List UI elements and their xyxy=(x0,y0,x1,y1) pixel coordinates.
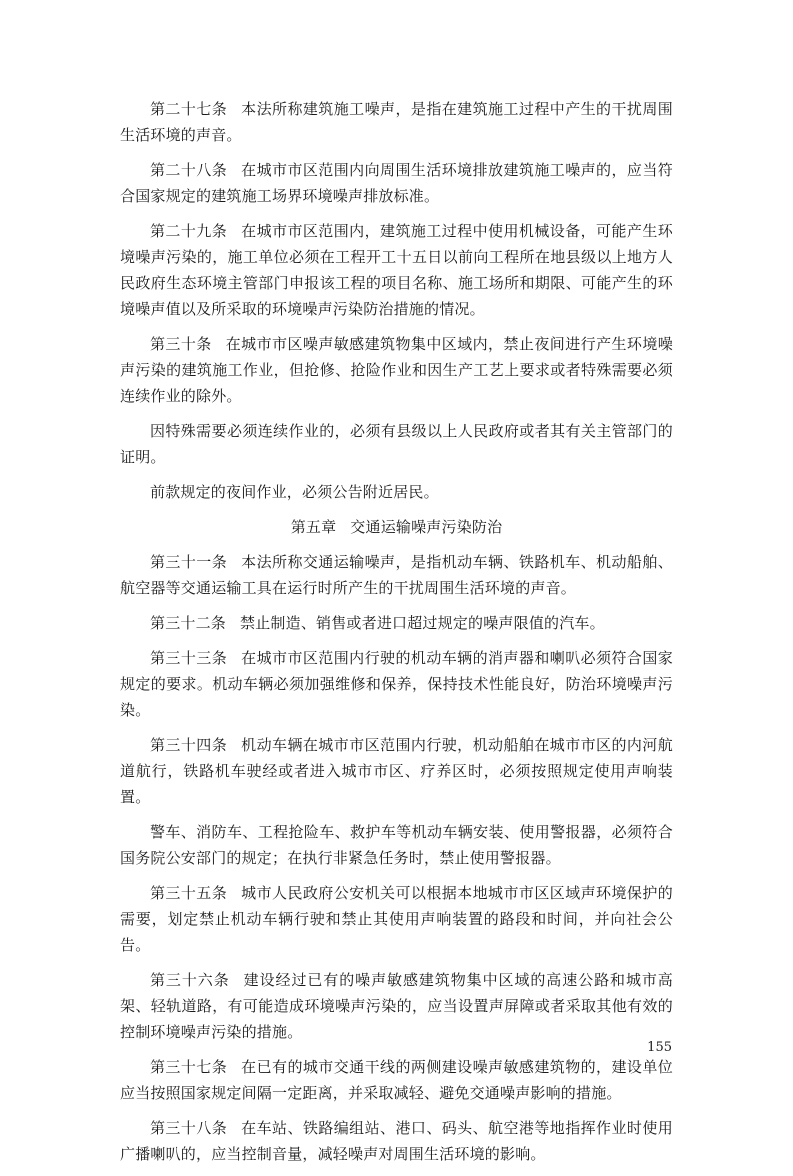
paragraph-text: 前款规定的夜间作业，必须公告附近居民。 xyxy=(150,483,439,501)
article-29 xyxy=(120,218,673,322)
article-30-para-2 xyxy=(120,418,673,470)
article-32 xyxy=(120,610,673,636)
article-30-para-3 xyxy=(120,479,673,505)
article-text: 机动车辆在城市市区范围内行驶，机动船舶在城市市区的内河航道航行，铁路机车驶经或者进入城市市区、疗养区时，必须按照规定使用声响装置。 xyxy=(120,736,673,806)
article-28 xyxy=(120,157,673,209)
article-33 xyxy=(120,645,673,723)
article-38 xyxy=(120,1115,673,1167)
article-text: 城市人民政府公安机关可以根据本地城市市区区域声环境保护的需要，划定禁止机动车辆行驶和禁止其使用声响装置的路段和时间，并向社会公告。 xyxy=(120,884,673,954)
article-text: 在已有的城市交通干线的两侧建设噪声敏感建筑物的，建设单位应当按照国家规定间隔一定距离，并采取减轻、避免交通噪声影响的措施。 xyxy=(120,1058,673,1102)
article-30 xyxy=(120,331,673,409)
article-label: 第三十二条 xyxy=(150,614,227,632)
article-27 xyxy=(120,96,673,148)
article-label: 第三十七条 xyxy=(150,1058,228,1076)
article-text: 在城市市区范围内行驶的机动车辆的消声器和喇叭必须符合国家规定的要求。机动车辆必须加强维修和保养，保持技术性能良好，防治环境噪声污染。 xyxy=(120,649,673,719)
article-label: 第三十条 xyxy=(150,335,212,353)
article-text: 在城市市区范围内向周围生活环境排放建筑施工噪声的，应当符合国家规定的建筑施工场界环境噪声排放标准。 xyxy=(120,161,673,205)
chapter-number: 第五章 xyxy=(290,518,337,536)
article-label: 第二十九条 xyxy=(150,222,228,240)
article-label: 第三十八条 xyxy=(150,1119,228,1137)
article-label: 第二十七条 xyxy=(150,100,228,118)
article-text: 本法所称建筑施工噪声，是指在建筑施工过程中产生的干扰周围生活环境的声音。 xyxy=(120,100,673,144)
chapter-heading xyxy=(120,514,673,540)
paragraph-text: 警车、消防车、工程抢险车、救护车等机动车辆安装、使用警报器，必须符合国务院公安部门的规定；在执行非紧急任务时，禁止使用警报器。 xyxy=(120,823,673,867)
article-label: 第二十八条 xyxy=(150,161,228,179)
chapter-title: 交通运输噪声污染防治 xyxy=(350,518,503,536)
page-number: 155 xyxy=(647,1040,672,1055)
article-text: 建设经过已有的噪声敏感建筑物集中区域的高速公路和城市高架、轻轨道路，有可能造成环境噪声污染的，应当设置声屏障或者采取其他有效的控制环境噪声污染的措施。 xyxy=(120,971,673,1041)
article-31 xyxy=(120,549,673,601)
article-label: 第三十五条 xyxy=(150,884,228,902)
article-label: 第三十一条 xyxy=(150,553,228,571)
article-34-para-2 xyxy=(120,819,673,871)
document-page xyxy=(120,96,673,1176)
article-34 xyxy=(120,732,673,810)
article-35 xyxy=(120,880,673,958)
paragraph-text: 因特殊需要必须连续作业的，必须有县级以上人民政府或者其有关主管部门的证明。 xyxy=(120,422,673,466)
article-label: 第三十四条 xyxy=(150,736,228,754)
article-text: 在城市市区噪声敏感建筑物集中区域内，禁止夜间进行产生环境噪声污染的建筑施工作业，但抢修、抢险作业和因生产工艺上要求或者特殊需要必须连续作业的除外。 xyxy=(120,335,673,405)
article-label: 第三十三条 xyxy=(150,649,228,667)
article-36 xyxy=(120,967,673,1045)
article-text: 本法所称交通运输噪声，是指机动车辆、铁路机车、机动船舶、航空器等交通运输工具在运行时所产生的干扰周围生活环境的声音。 xyxy=(120,553,673,597)
article-text: 在车站、铁路编组站、港口、码头、航空港等地指挥作业时使用广播喇叭的，应当控制音量，减轻噪声对周围生活环境的影响。 xyxy=(120,1119,673,1163)
article-text: 禁止制造、销售或者进口超过规定的噪声限值的汽车。 xyxy=(240,614,605,632)
article-label: 第三十六条 xyxy=(150,971,230,989)
article-text: 在城市市区范围内，建筑施工过程中使用机械设备，可能产生环境噪声污染的，施工单位必须在工程开工十五日以前向工程所在地县级以上地方人民政府生态环境主管部门申报该工程的项目名称、施工场所和期限、可能产生的环境噪声值以及所采取的环境噪声污染防治措施的情况。 xyxy=(120,222,673,318)
article-37 xyxy=(120,1054,673,1106)
